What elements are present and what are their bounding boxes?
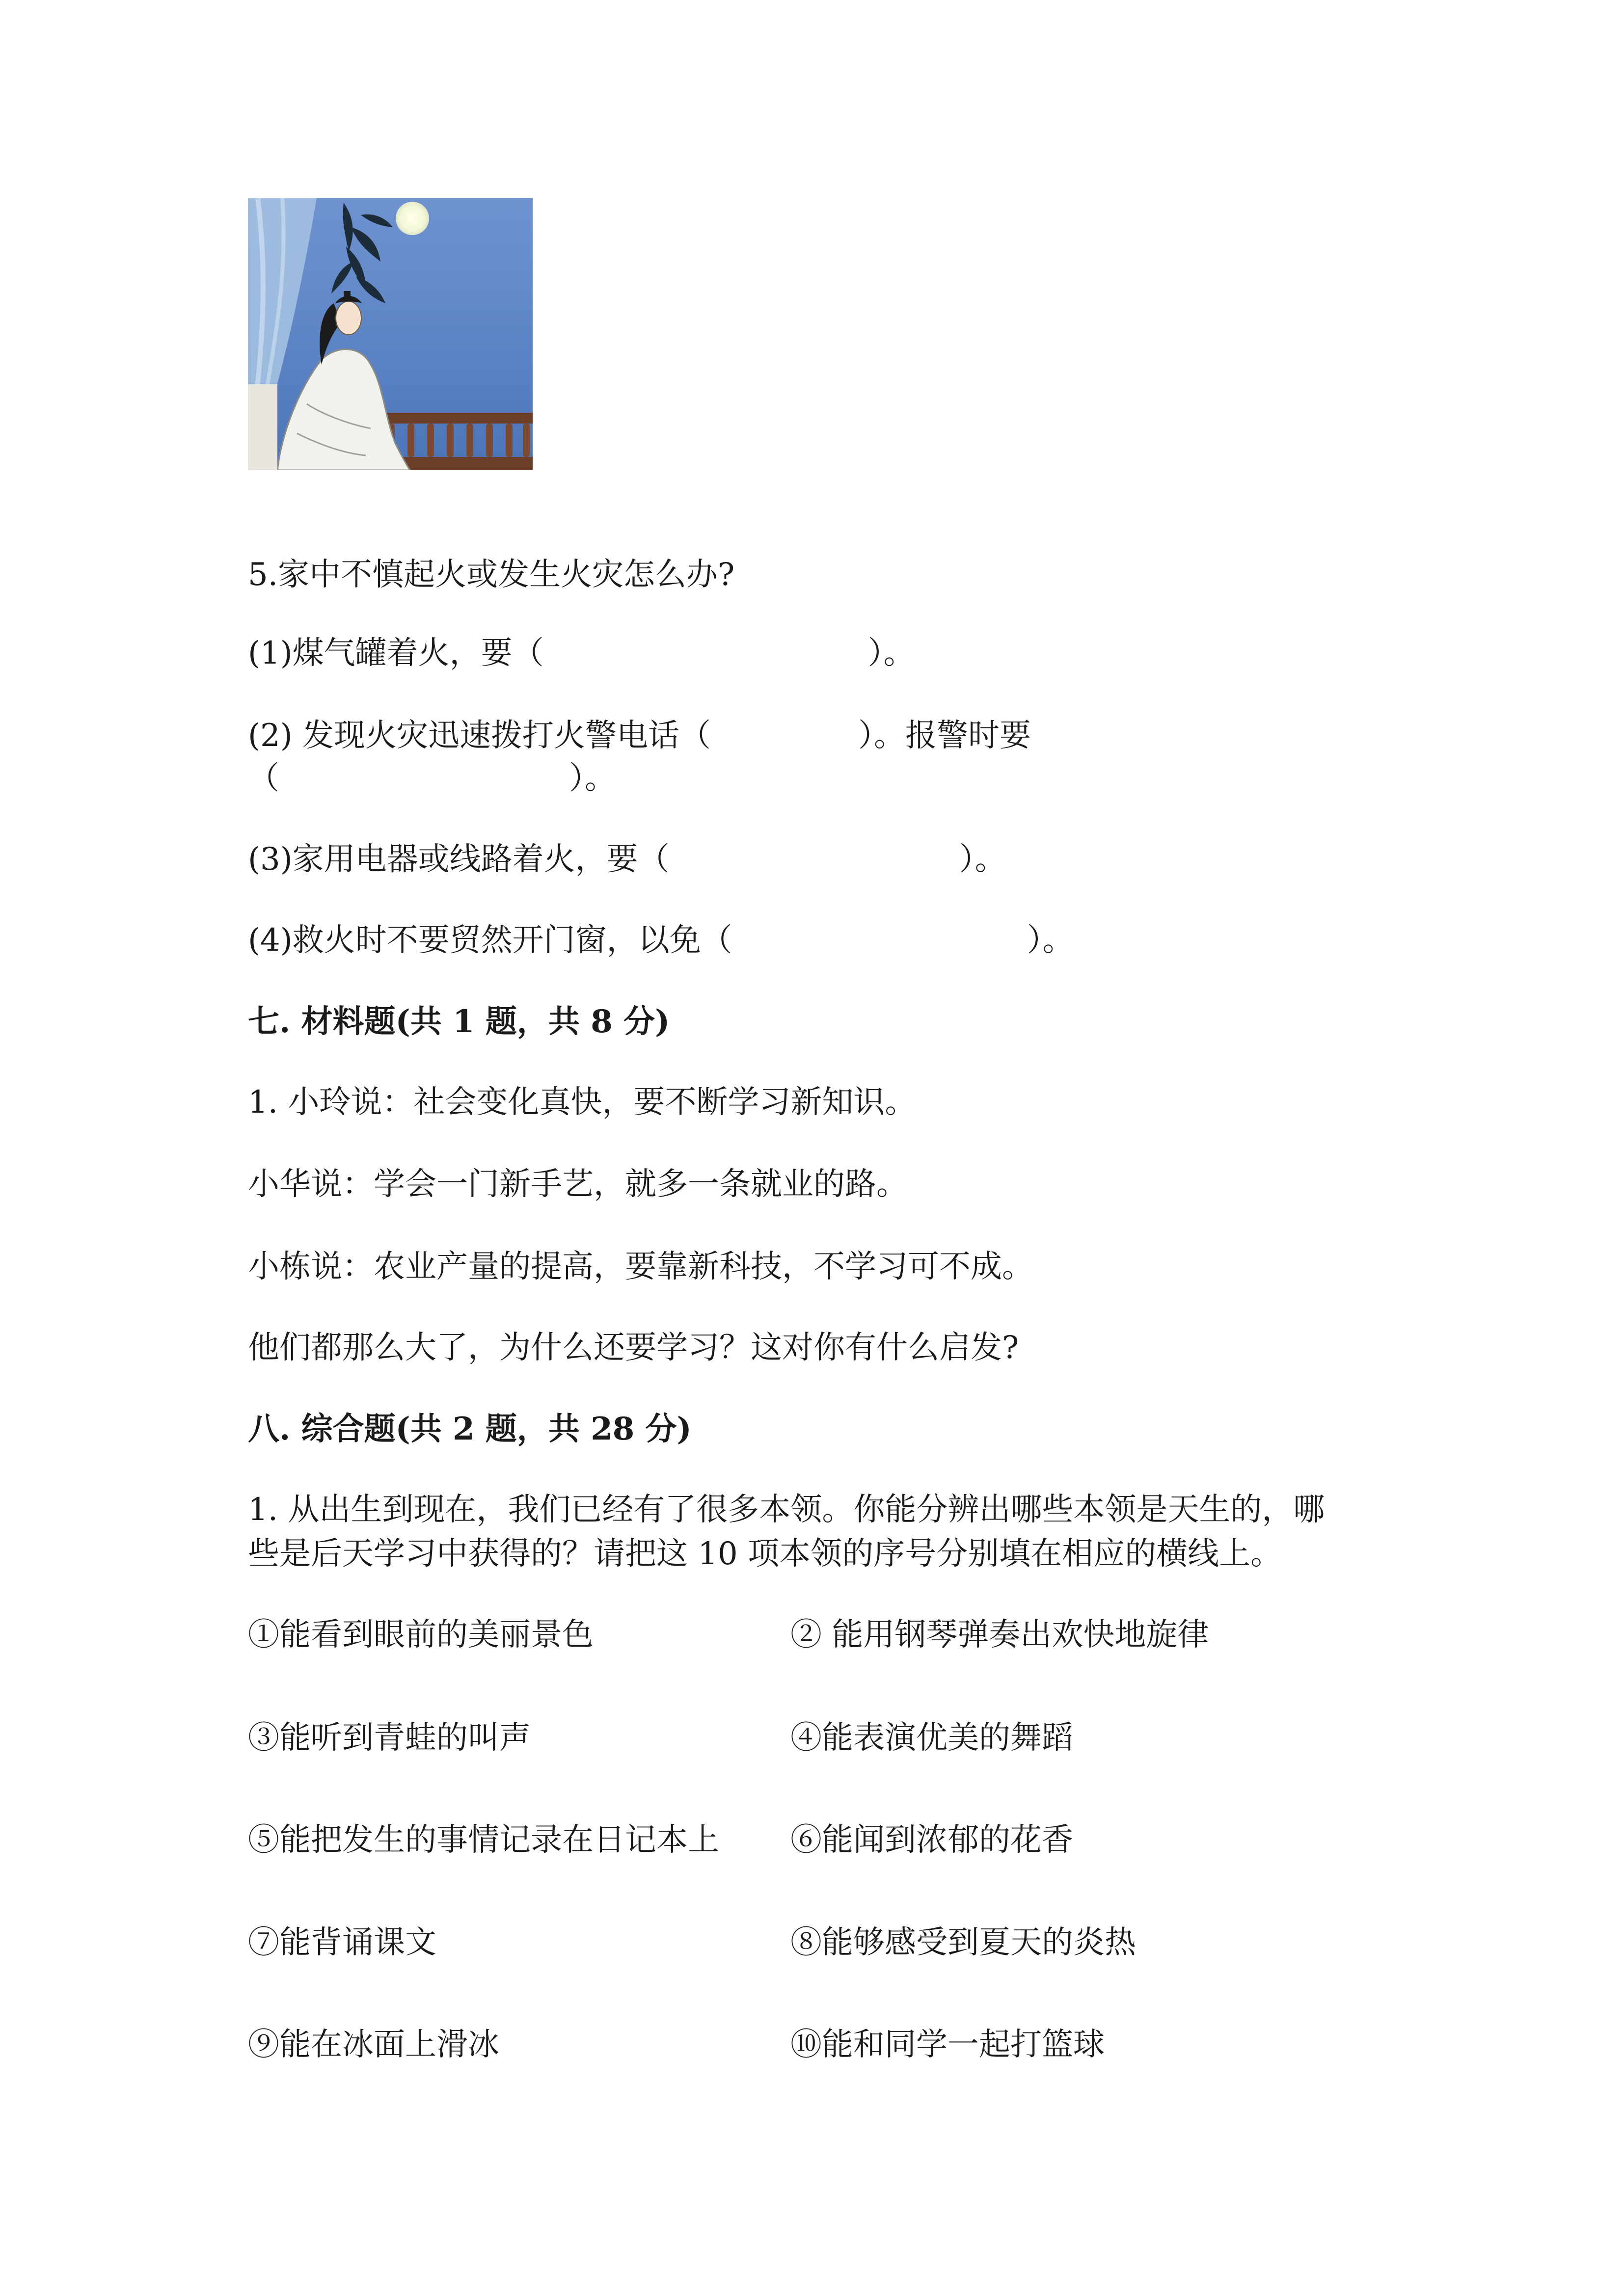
- ability-item-1: ①能看到眼前的美丽景色: [248, 1617, 594, 1653]
- q5-item-4-prefix: (4)救火时不要贸然开门窗，以免（: [248, 922, 732, 959]
- q5-item-2-line2-prefix: （: [248, 760, 279, 797]
- section-8-intro-line-2: 些是后天学习中获得的？请把这 10 项本领的序号分别填在相应的横线上。: [248, 1536, 1282, 1572]
- section-8-heading: 八. 综合题(共 2 题，共 28 分): [248, 1411, 692, 1447]
- moon-gazing-poet-illustration-icon: [248, 198, 533, 470]
- q5-item-2: [248, 716, 1031, 756]
- q5-item-4-suffix: ）。: [1027, 922, 1074, 959]
- q5-item-2-suffix: ）。: [569, 760, 616, 797]
- ability-item-10: ⑩能和同学一起打篮球: [790, 2027, 1105, 2063]
- q5-item-3: [248, 839, 1006, 880]
- q5-item-1-prefix: (1)煤气罐着火，要（: [248, 635, 544, 671]
- ability-item-8: ⑧能够感受到夏天的炎热: [790, 1924, 1136, 1961]
- q5-item-1: [248, 633, 915, 674]
- section-8-intro-line-1: 1. 从出生到现在，我们已经有了很多本领。你能分辨出哪些本领是天生的，哪: [248, 1492, 1325, 1528]
- ability-item-2: ② 能用钢琴弹奏出欢快地旋律: [790, 1617, 1209, 1653]
- ability-item-6: ⑥能闻到浓郁的花香: [790, 1822, 1073, 1858]
- q5-item-3-suffix: ）。: [959, 841, 1006, 878]
- section-7-heading: 七. 材料题(共 1 题，共 8 分): [248, 1003, 670, 1040]
- q5-item-1-suffix: ）。: [867, 635, 915, 671]
- q5-item-4: [248, 920, 1074, 961]
- ability-item-5: ⑤能把发生的事情记录在日记本上: [248, 1822, 719, 1858]
- ability-item-9: ⑨能在冰面上滑冰: [248, 2027, 499, 2063]
- q5-item-2-line2: [248, 758, 616, 799]
- question-5-title: 5.家中不慎起火或发生火灾怎么办?: [248, 557, 735, 593]
- section-7-line-2: 小华说：学会一门新手艺，就多一条就业的路。: [248, 1166, 908, 1202]
- ability-item-7: ⑦能背诵课文: [248, 1924, 436, 1961]
- ability-item-4: ④能表演优美的舞蹈: [790, 1720, 1073, 1756]
- q5-item-2-middle: ）。报警时要: [858, 718, 1031, 754]
- q5-item-3-prefix: (3)家用电器或线路着火，要（: [248, 841, 670, 878]
- poet-moon-image: [248, 198, 533, 470]
- q5-item-2-prefix: (2) 发现火灾迅速拨打火警电话（: [248, 718, 711, 754]
- section-7-line-4: 他们都那么大了，为什么还要学习？这对你有什么启发?: [248, 1330, 1019, 1366]
- section-7-line-3: 小栋说：农业产量的提高，要靠新科技，不学习可不成。: [248, 1249, 1033, 1285]
- section-7-line-1: 1. 小玲说：社会变化真快，要不断学习新知识。: [248, 1084, 917, 1121]
- ability-item-3: ③能听到青蛙的叫声: [248, 1720, 531, 1756]
